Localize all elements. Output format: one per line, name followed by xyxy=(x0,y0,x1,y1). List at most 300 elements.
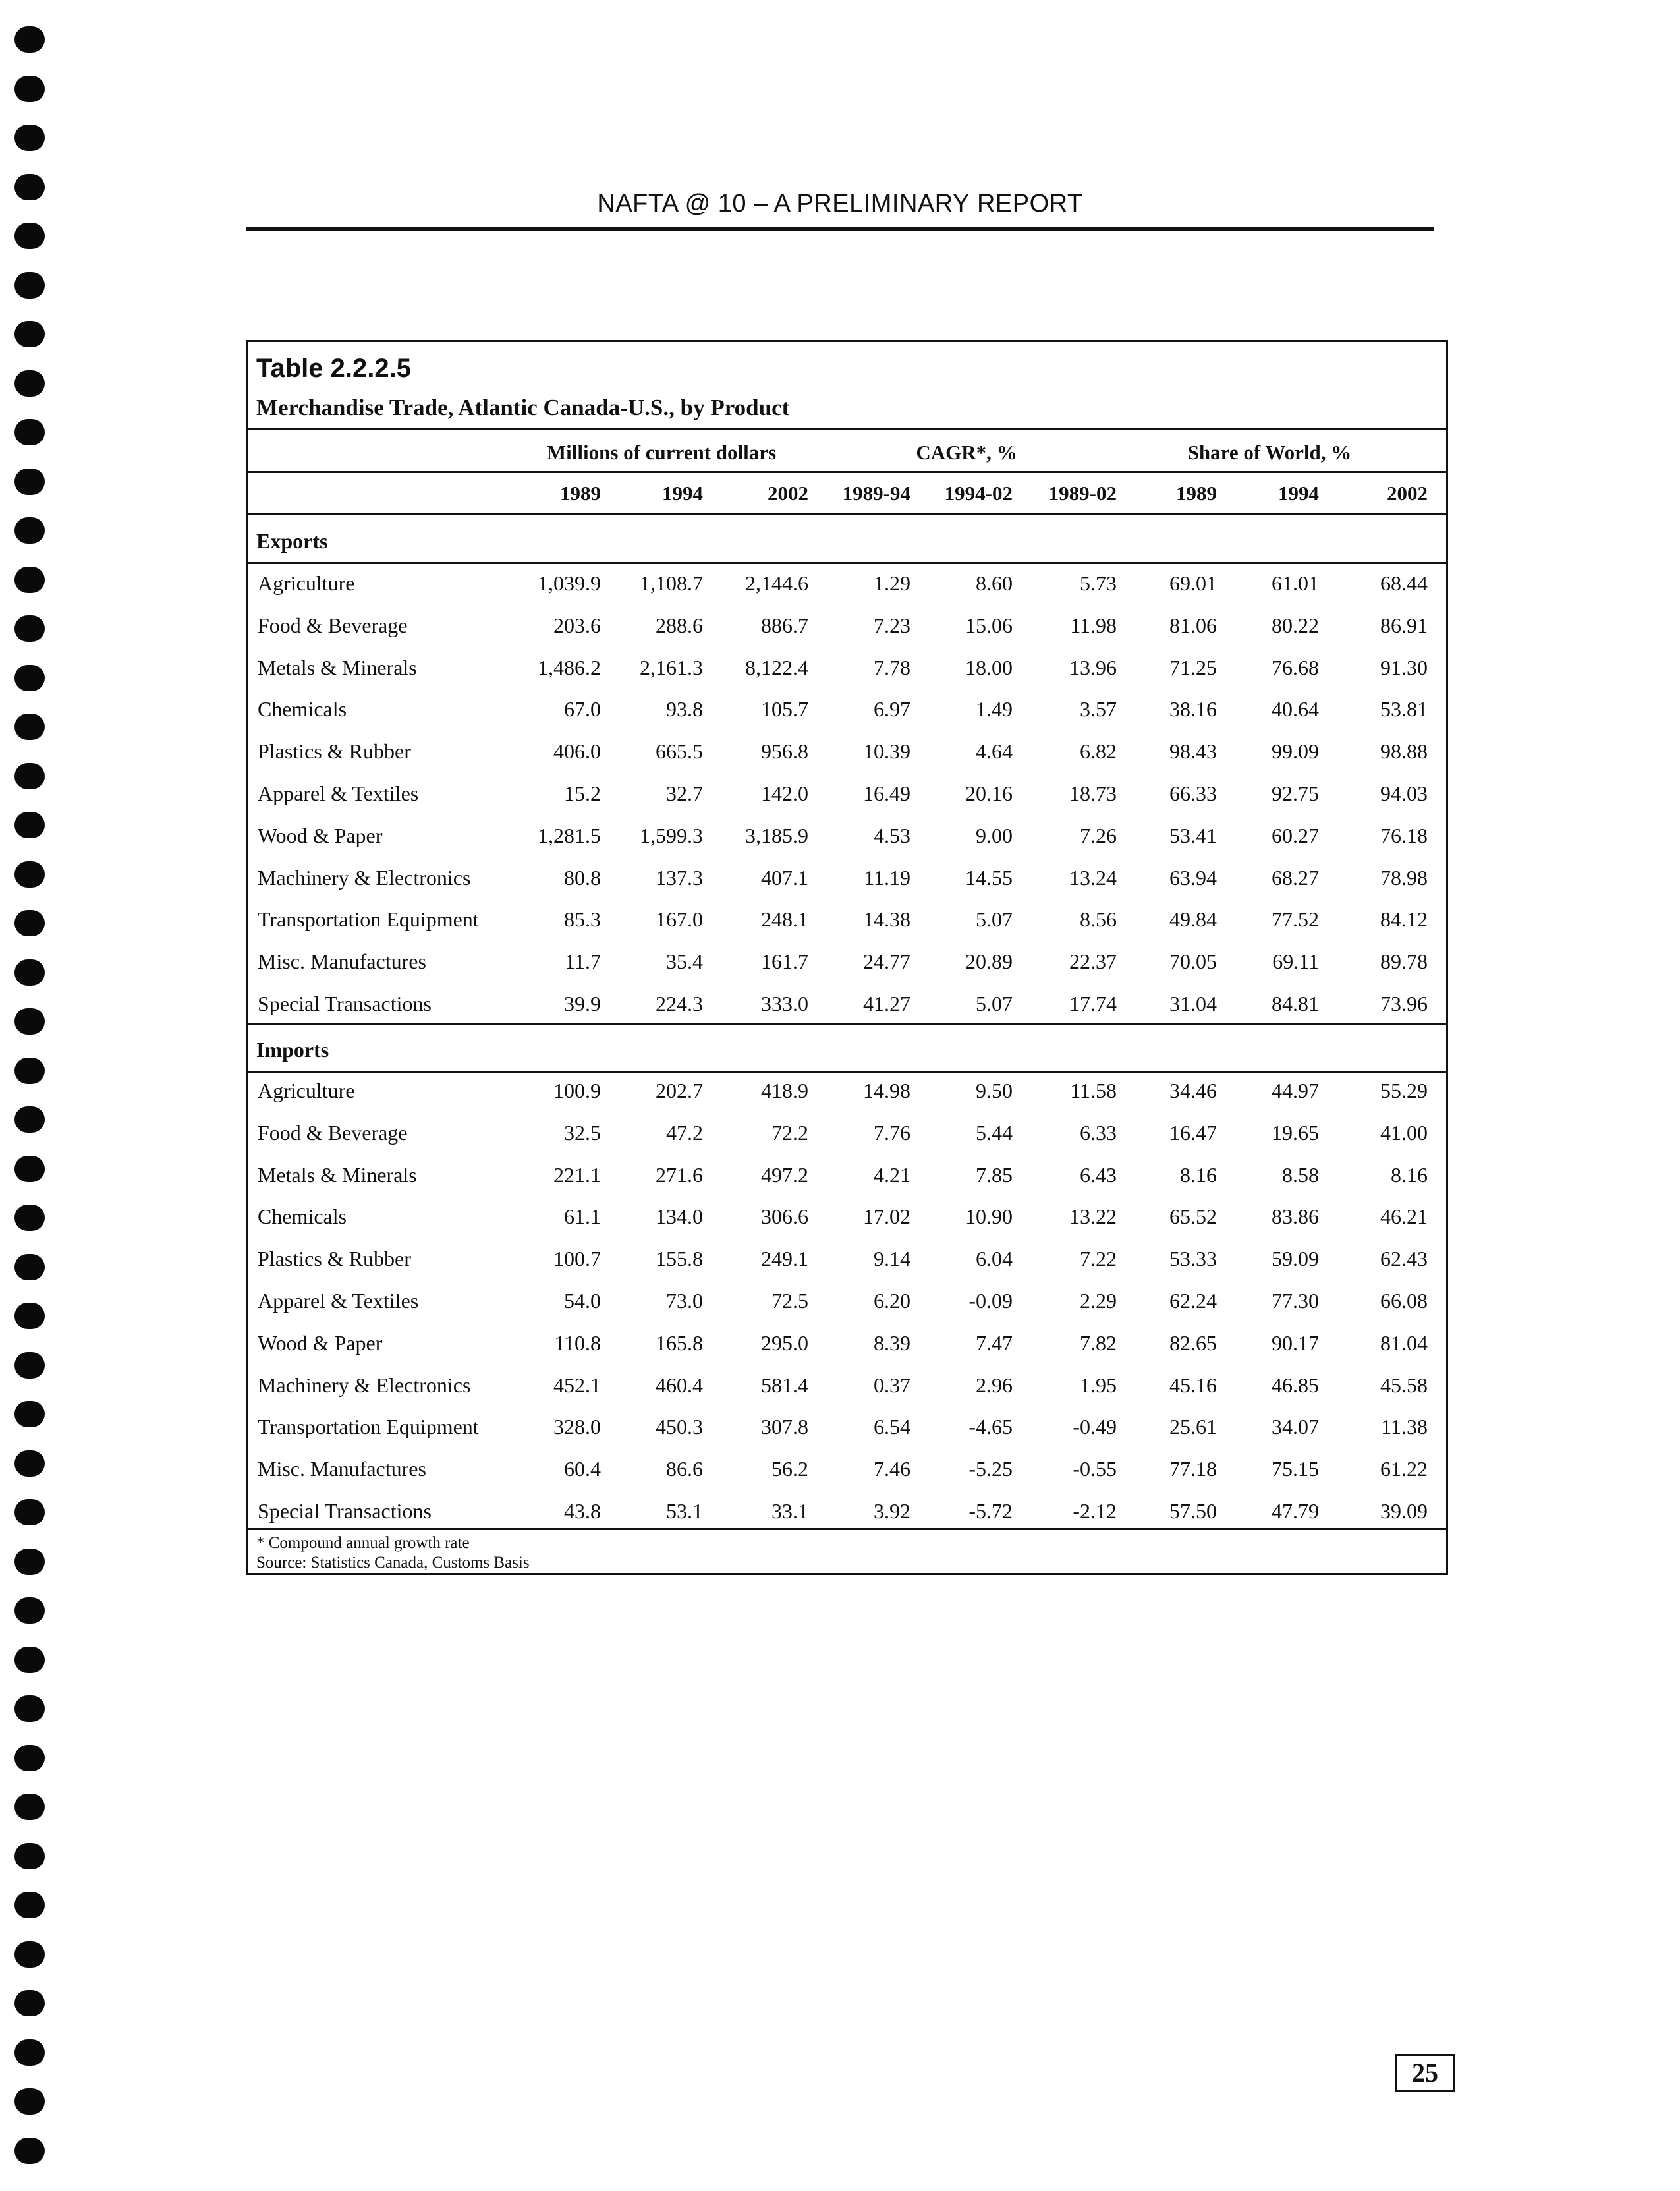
table-cell: 100.9 xyxy=(553,1079,601,1102)
table-cell: 202.7 xyxy=(656,1079,703,1102)
table-cell: 39.09 xyxy=(1380,1499,1428,1523)
binder-hole xyxy=(14,1008,45,1035)
table-cell: 72.5 xyxy=(771,1289,808,1313)
table-cell: 25.61 xyxy=(1169,1415,1217,1439)
table-cell: 224.3 xyxy=(656,992,703,1015)
table-cell: 9.14 xyxy=(874,1247,910,1271)
binder-hole xyxy=(14,2039,45,2066)
table-row xyxy=(248,1289,1446,1328)
table-cell: 2,161.3 xyxy=(640,655,703,679)
table-cell: 38.16 xyxy=(1169,697,1217,722)
binder-hole xyxy=(14,861,45,888)
table-row xyxy=(248,950,1446,989)
imports-top-rule xyxy=(248,1023,1446,1025)
table-cell: 11.58 xyxy=(1070,1079,1117,1102)
table-cell: 8.56 xyxy=(1080,907,1117,932)
table-cell: 34.07 xyxy=(1272,1415,1319,1439)
table-cell: 6.04 xyxy=(976,1247,1013,1271)
table-row xyxy=(248,1457,1446,1496)
table-cell: 7.46 xyxy=(874,1457,910,1481)
table-cell: 19.65 xyxy=(1272,1120,1319,1145)
table-cell: 77.52 xyxy=(1272,907,1319,932)
table-cell: 91.30 xyxy=(1380,655,1428,679)
row-label: Plastics & Rubber xyxy=(258,1247,411,1271)
table-cell: -2.12 xyxy=(1073,1499,1117,1523)
column-header: 1989 xyxy=(1176,482,1217,505)
binder-hole xyxy=(14,1990,45,2016)
table-cell: 248.1 xyxy=(761,907,808,932)
binder-hole xyxy=(14,2088,45,2115)
table-cell: 69.11 xyxy=(1272,950,1319,974)
table-cell: 1.29 xyxy=(874,571,910,595)
binder-hole xyxy=(14,1254,45,1280)
binder-hole xyxy=(14,1156,45,1182)
table-cell: 956.8 xyxy=(761,739,808,764)
table-cell: 886.7 xyxy=(761,613,808,637)
binder-hole xyxy=(14,125,45,151)
table-cell: 18.73 xyxy=(1069,782,1117,805)
row-label: Special Transactions xyxy=(258,992,432,1015)
table-cell: 72.2 xyxy=(771,1120,808,1145)
binder-hole xyxy=(14,1745,45,1771)
footer-rule xyxy=(248,1528,1446,1530)
table-cell: 2,144.6 xyxy=(745,571,808,595)
table-cell: 81.06 xyxy=(1169,613,1217,637)
table-cell: 16.47 xyxy=(1169,1120,1217,1145)
table-cell: 295.0 xyxy=(761,1330,808,1355)
column-header: 1994 xyxy=(662,482,703,505)
table-cell: 665.5 xyxy=(656,739,703,764)
binder-hole xyxy=(14,26,45,53)
binder-hole xyxy=(14,567,45,593)
table-cell: 418.9 xyxy=(761,1079,808,1102)
table-cell: 63.94 xyxy=(1169,865,1217,890)
table-row xyxy=(248,1499,1446,1539)
exports-rule xyxy=(248,562,1446,564)
binder-hole xyxy=(14,272,45,299)
binder-hole xyxy=(14,76,45,102)
table-cell: 7.23 xyxy=(874,613,910,637)
table-row xyxy=(248,1205,1446,1244)
binder-hole xyxy=(14,1549,45,1575)
table-cell: 6.20 xyxy=(874,1289,910,1313)
table-row xyxy=(248,824,1446,863)
table-cell: -4.65 xyxy=(968,1415,1013,1439)
table-cell: 6.33 xyxy=(1080,1120,1117,1145)
binder-hole xyxy=(14,1450,45,1477)
binder-hole xyxy=(14,665,45,691)
table-cell: 75.15 xyxy=(1272,1457,1319,1481)
column-header-rule xyxy=(248,513,1446,515)
table-cell: 3.57 xyxy=(1080,697,1117,722)
row-label: Wood & Paper xyxy=(258,823,383,847)
table-cell: 83.86 xyxy=(1272,1205,1319,1229)
table-cell: 92.75 xyxy=(1272,782,1319,805)
table-cell: 46.21 xyxy=(1380,1205,1428,1229)
table-cell: 41.00 xyxy=(1380,1120,1428,1145)
binder-hole xyxy=(14,812,45,838)
binder-hole xyxy=(14,1352,45,1379)
table-cell: 5.07 xyxy=(976,992,1013,1015)
column-header: 1989 xyxy=(560,482,601,505)
row-label: Metals & Minerals xyxy=(258,1162,417,1187)
table-cell: 16.49 xyxy=(863,782,910,805)
table-cell: 1,108.7 xyxy=(640,571,703,595)
binder-hole xyxy=(14,959,45,986)
table-cell: 57.50 xyxy=(1169,1499,1217,1523)
table-cell: 47.2 xyxy=(666,1120,703,1145)
table-cell: 53.41 xyxy=(1169,823,1217,847)
binder-hole xyxy=(14,1205,45,1231)
table-cell: 13.96 xyxy=(1069,655,1117,679)
table-cell: 221.1 xyxy=(553,1162,601,1187)
table-cell: 17.02 xyxy=(863,1205,910,1229)
table-cell: 406.0 xyxy=(553,739,601,764)
footnote: * Compound annual growth rate xyxy=(256,1534,470,1552)
binder-hole xyxy=(14,1892,45,1918)
table-cell: 89.78 xyxy=(1380,950,1428,974)
table-row xyxy=(248,571,1446,611)
column-header: 2002 xyxy=(1387,482,1428,505)
binder-hole xyxy=(14,1843,45,1869)
column-header: 1994-02 xyxy=(944,482,1013,505)
group-rule xyxy=(248,471,1446,473)
source-note: Source: Statistics Canada, Customs Basis xyxy=(256,1554,530,1572)
table-cell: 55.29 xyxy=(1380,1079,1428,1102)
table-cell: 20.16 xyxy=(965,782,1013,805)
column-header: 1989-94 xyxy=(842,482,910,505)
row-label: Food & Beverage xyxy=(258,1120,408,1145)
table-cell: 66.33 xyxy=(1169,782,1217,805)
table-cell: 66.08 xyxy=(1380,1289,1428,1313)
running-head-b: RELIMINARY xyxy=(814,190,970,217)
table-cell: 333.0 xyxy=(761,992,808,1015)
table-row xyxy=(248,1163,1446,1203)
table-cell: 53.33 xyxy=(1169,1247,1217,1271)
table-cell: 18.00 xyxy=(965,655,1013,679)
binder-hole xyxy=(14,615,45,642)
table-cell: 307.8 xyxy=(761,1415,808,1439)
table-cell: 11.19 xyxy=(864,865,910,890)
binder-hole xyxy=(14,419,45,445)
row-label: Machinery & Electronics xyxy=(258,1373,471,1397)
table-cell: 11.7 xyxy=(565,950,601,974)
table-cell: 14.98 xyxy=(863,1079,910,1102)
table-cell: 7.47 xyxy=(976,1330,1013,1355)
table-cell: 70.05 xyxy=(1169,950,1217,974)
title-rule xyxy=(248,428,1446,430)
binder-hole xyxy=(14,1499,45,1525)
table-cell: 71.25 xyxy=(1169,655,1217,679)
table-cell: 68.44 xyxy=(1380,571,1428,595)
table-cell: -0.09 xyxy=(968,1289,1013,1313)
table-row xyxy=(248,613,1446,653)
table-cell: 34.46 xyxy=(1169,1079,1217,1102)
table-cell: 271.6 xyxy=(656,1162,703,1187)
table-cell: -0.55 xyxy=(1073,1457,1117,1481)
table-cell: 3.92 xyxy=(874,1499,910,1523)
binder-hole xyxy=(14,1695,45,1722)
table-cell: 41.27 xyxy=(863,992,910,1015)
binder-hole xyxy=(14,370,45,397)
table-cell: 6.43 xyxy=(1080,1162,1117,1187)
table-cell: 203.6 xyxy=(553,613,601,637)
table-cell: 73.96 xyxy=(1380,992,1428,1015)
table-cell: 497.2 xyxy=(761,1162,808,1187)
table-cell: 7.22 xyxy=(1080,1247,1117,1271)
table-cell: 1,486.2 xyxy=(538,655,601,679)
row-label: Machinery & Electronics xyxy=(258,865,471,890)
table-cell: 165.8 xyxy=(656,1330,703,1355)
table-cell: 2.96 xyxy=(976,1373,1013,1397)
table-cell: 80.8 xyxy=(564,865,601,890)
table-row xyxy=(248,907,1446,947)
table-row xyxy=(248,866,1446,905)
table-cell: 56.2 xyxy=(771,1457,808,1481)
table-cell: 77.18 xyxy=(1169,1457,1217,1481)
row-label: Misc. Manufactures xyxy=(258,1457,426,1481)
column-header: 2002 xyxy=(768,482,808,505)
table-row xyxy=(248,1331,1446,1371)
table-cell: 7.85 xyxy=(976,1162,1013,1187)
table-cell: 67.0 xyxy=(564,697,601,722)
table-cell: 65.52 xyxy=(1169,1205,1217,1229)
table-cell: 450.3 xyxy=(656,1415,703,1439)
table-cell: 47.79 xyxy=(1272,1499,1319,1523)
table-cell: 46.85 xyxy=(1272,1373,1319,1397)
table-cell: 13.24 xyxy=(1069,865,1117,890)
running-head-a: NAFTA @ 10 – A P xyxy=(597,190,814,217)
table-cell: 98.88 xyxy=(1380,739,1428,764)
table-cell: 167.0 xyxy=(656,907,703,932)
table-cell: 15.2 xyxy=(564,782,601,805)
table-cell: 7.76 xyxy=(874,1120,910,1145)
table-cell: 110.8 xyxy=(554,1330,601,1355)
table-cell: 15.06 xyxy=(965,613,1013,637)
table-cell: 9.50 xyxy=(976,1079,1013,1102)
table-cell: 82.65 xyxy=(1169,1330,1217,1355)
binder-hole xyxy=(14,763,45,789)
table-cell: 20.89 xyxy=(965,950,1013,974)
table-cell: 86.91 xyxy=(1380,613,1428,637)
table-frame xyxy=(246,340,1448,1575)
table-title: Merchandise Trade, Atlantic Canada-U.S., by Product xyxy=(256,395,790,420)
table-cell: 9.00 xyxy=(976,823,1013,847)
table-cell: -5.72 xyxy=(968,1499,1013,1523)
table-cell: 60.27 xyxy=(1272,823,1319,847)
table-cell: 328.0 xyxy=(553,1415,601,1439)
binder-hole xyxy=(14,1794,45,1820)
table-cell: 31.04 xyxy=(1169,992,1217,1015)
table-cell: 4.53 xyxy=(874,823,910,847)
table-cell: 1,599.3 xyxy=(640,823,703,847)
table-cell: 460.4 xyxy=(656,1373,703,1397)
table-cell: 61.1 xyxy=(564,1205,601,1229)
table-cell: 45.16 xyxy=(1169,1373,1217,1397)
table-cell: 94.03 xyxy=(1380,782,1428,805)
table-cell: 8.16 xyxy=(1391,1162,1428,1187)
binder-hole xyxy=(14,517,45,544)
header-rule xyxy=(246,227,1434,231)
column-header: 1989-02 xyxy=(1048,482,1117,505)
table-cell: 76.18 xyxy=(1380,823,1428,847)
table-cell: 2.29 xyxy=(1080,1289,1117,1313)
table-cell: 62.24 xyxy=(1169,1289,1217,1313)
table-cell: 14.38 xyxy=(863,907,910,932)
binder-hole xyxy=(14,1597,45,1624)
binder-hole xyxy=(14,1941,45,1968)
running-head-d: EPORT xyxy=(995,190,1083,217)
table-row xyxy=(248,697,1446,737)
table-cell: 35.4 xyxy=(666,950,703,974)
table-cell: 49.84 xyxy=(1169,907,1217,932)
group-header-share: Share of World, % xyxy=(1187,441,1352,464)
table-row xyxy=(248,782,1446,821)
row-label: Misc. Manufactures xyxy=(258,950,426,974)
table-cell: 161.7 xyxy=(761,950,808,974)
table-cell: 8.39 xyxy=(874,1330,910,1355)
table-cell: 6.54 xyxy=(874,1415,910,1439)
table-cell: 7.78 xyxy=(874,655,910,679)
table-cell: 45.58 xyxy=(1380,1373,1428,1397)
table-cell: 10.90 xyxy=(965,1205,1013,1229)
table-cell: 60.4 xyxy=(564,1457,601,1481)
table-cell: 13.22 xyxy=(1069,1205,1117,1229)
table-cell: 81.04 xyxy=(1380,1330,1428,1355)
row-label: Chemicals xyxy=(258,1205,347,1229)
row-label: Transportation Equipment xyxy=(258,1415,479,1439)
table-cell: 407.1 xyxy=(761,865,808,890)
table-cell: 8,122.4 xyxy=(745,655,808,679)
table-cell: 32.7 xyxy=(666,782,703,805)
binder-hole xyxy=(14,223,45,249)
table-cell: 84.81 xyxy=(1272,992,1319,1015)
table-cell: 155.8 xyxy=(656,1247,703,1271)
table-cell: 134.0 xyxy=(656,1205,703,1229)
group-header-cagr: CAGR*, % xyxy=(916,441,1017,464)
binder-hole xyxy=(14,1303,45,1329)
table-cell: 24.77 xyxy=(863,950,910,974)
table-cell: 11.38 xyxy=(1381,1415,1428,1439)
table-cell: 8.58 xyxy=(1282,1162,1319,1187)
table-cell: 10.39 xyxy=(863,739,910,764)
table-cell: 76.68 xyxy=(1272,655,1319,679)
table-cell: 4.21 xyxy=(874,1162,910,1187)
table-cell: 62.43 xyxy=(1380,1247,1428,1271)
row-label: Food & Beverage xyxy=(258,613,408,637)
table-cell: 288.6 xyxy=(656,613,703,637)
table-row xyxy=(248,1373,1446,1413)
table-cell: 142.0 xyxy=(761,782,808,805)
table-cell: 80.22 xyxy=(1272,613,1319,637)
table-cell: 73.0 xyxy=(666,1289,703,1313)
table-cell: 249.1 xyxy=(761,1247,808,1271)
table-cell: 43.8 xyxy=(564,1499,601,1523)
table-cell: 105.7 xyxy=(761,697,808,722)
binder-hole xyxy=(14,1401,45,1427)
row-label: Agriculture xyxy=(258,1079,355,1102)
table-number: Table 2.2.2.5 xyxy=(256,354,411,383)
row-label: Plastics & Rubber xyxy=(258,739,411,764)
table-cell: 33.1 xyxy=(771,1499,808,1523)
table-cell: 100.7 xyxy=(553,1247,601,1271)
group-header-dollars: Millions of current dollars xyxy=(546,441,777,464)
table-cell: 1.49 xyxy=(976,697,1013,722)
table-cell: 6.82 xyxy=(1080,739,1117,764)
imports-section-label: Imports xyxy=(256,1038,329,1062)
table-cell: 1,281.5 xyxy=(538,823,601,847)
table-cell: 69.01 xyxy=(1169,571,1217,595)
table-cell: 90.17 xyxy=(1272,1330,1319,1355)
binder-hole xyxy=(14,2138,45,2164)
imports-rule xyxy=(248,1071,1446,1073)
table-cell: 7.82 xyxy=(1080,1330,1117,1355)
page-number: 25 xyxy=(1395,2054,1455,2092)
table-cell: 306.6 xyxy=(761,1205,808,1229)
table-cell: 0.37 xyxy=(874,1373,910,1397)
table-cell: 7.26 xyxy=(1080,823,1117,847)
binder-hole xyxy=(14,1058,45,1084)
table-cell: 137.3 xyxy=(656,865,703,890)
table-cell: 14.55 xyxy=(965,865,1013,890)
row-label: Chemicals xyxy=(258,697,347,722)
table-cell: 44.97 xyxy=(1272,1079,1319,1102)
table-cell: 3,185.9 xyxy=(745,823,808,847)
table-cell: 78.98 xyxy=(1380,865,1428,890)
table-row xyxy=(248,1121,1446,1160)
table-row xyxy=(248,739,1446,779)
running-head-c: R xyxy=(976,190,995,217)
table-cell: 68.27 xyxy=(1272,865,1319,890)
table-cell: -5.25 xyxy=(968,1457,1013,1481)
binder-hole xyxy=(14,1647,45,1673)
table-cell: 8.16 xyxy=(1180,1162,1217,1187)
table-row xyxy=(248,1079,1446,1118)
table-cell: 39.9 xyxy=(564,992,601,1015)
binder-hole xyxy=(14,469,45,495)
table-cell: 1.95 xyxy=(1080,1373,1117,1397)
table-cell: 1,039.9 xyxy=(538,571,601,595)
table-row xyxy=(248,1415,1446,1454)
row-label: Apparel & Textiles xyxy=(258,1289,419,1313)
binder-hole xyxy=(14,714,45,740)
row-label: Agriculture xyxy=(258,571,355,595)
table-cell: 84.12 xyxy=(1380,907,1428,932)
table-row xyxy=(248,1247,1446,1286)
table-cell: 54.0 xyxy=(564,1289,601,1313)
binder-holes xyxy=(14,26,47,2175)
table-cell: 59.09 xyxy=(1272,1247,1319,1271)
table-cell: 86.6 xyxy=(666,1457,703,1481)
column-header: 1994 xyxy=(1278,482,1319,505)
table-cell: 452.1 xyxy=(553,1373,601,1397)
table-cell: 17.74 xyxy=(1069,992,1117,1015)
table-cell: 8.60 xyxy=(976,571,1013,595)
table-cell: 4.64 xyxy=(976,739,1013,764)
table-cell: 40.64 xyxy=(1272,697,1319,722)
table-cell: 6.97 xyxy=(874,697,910,722)
row-label: Metals & Minerals xyxy=(258,655,417,679)
row-label: Transportation Equipment xyxy=(258,907,479,932)
exports-section-label: Exports xyxy=(256,529,328,553)
binder-hole xyxy=(14,910,45,936)
table-cell: 5.07 xyxy=(976,907,1013,932)
table-cell: 32.5 xyxy=(564,1120,601,1145)
table-row xyxy=(248,992,1446,1031)
table-cell: 85.3 xyxy=(564,907,601,932)
table-cell: 5.44 xyxy=(976,1120,1013,1145)
table-cell: 61.01 xyxy=(1272,571,1319,595)
